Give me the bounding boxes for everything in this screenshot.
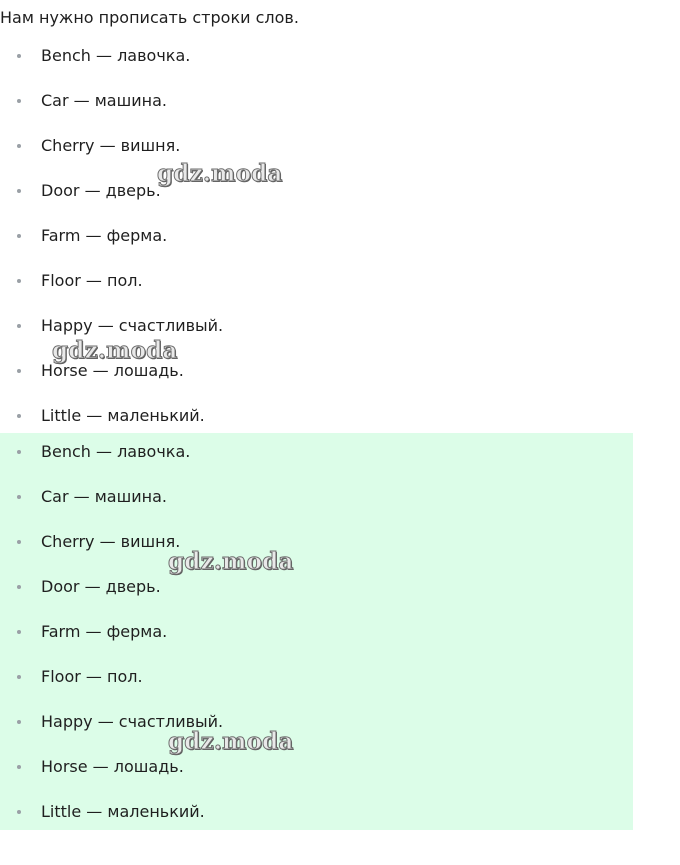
bullet-icon: [17, 630, 21, 634]
list-item-text: Horse — лошадь.: [41, 757, 184, 776]
list-item-text: Little — маленький.: [41, 802, 205, 821]
list-item-text: Door — дверь.: [41, 181, 161, 200]
list-item-text: Horse — лошадь.: [41, 361, 184, 380]
list-item: [0, 801, 633, 846]
list-item: [0, 621, 633, 666]
list-item-text: Bench — лавочка.: [41, 46, 191, 65]
list-item: [0, 711, 633, 756]
list-item-text: Floor — пол.: [41, 271, 143, 290]
list-item: [0, 441, 633, 486]
list-item: [0, 531, 633, 576]
bullet-icon: [17, 450, 21, 454]
bullet-icon: [17, 54, 21, 58]
list-item: [0, 90, 633, 135]
list-item: [0, 135, 633, 180]
list-item-text: Farm — ферма.: [41, 226, 168, 245]
list-item: [0, 270, 633, 315]
list-item-text: Happy — счастливый.: [41, 316, 224, 335]
bullet-icon: [17, 495, 21, 499]
bullet-icon: [17, 810, 21, 814]
list-item-text: Cherry — вишня.: [41, 136, 181, 155]
bullet-icon: [17, 279, 21, 283]
list-item: [0, 576, 633, 621]
list-item: [0, 45, 633, 90]
list-item-text: Cherry — вишня.: [41, 532, 181, 551]
list-item-text: Happy — счастливый.: [41, 712, 224, 731]
bullet-icon: [17, 720, 21, 724]
list-item: [0, 756, 633, 801]
list-item-text: Door — дверь.: [41, 577, 161, 596]
list-item-text: Little — маленький.: [41, 406, 205, 425]
list-item: [0, 180, 633, 225]
list-item-text: Car — машина.: [41, 91, 167, 110]
watermark: gdz.moda: [52, 337, 178, 364]
list-item: [0, 666, 633, 711]
bullet-icon: [17, 414, 21, 418]
list-item-text: Bench — лавочка.: [41, 442, 191, 461]
list-item-text: Farm — ферма.: [41, 622, 168, 641]
bullet-icon: [17, 540, 21, 544]
watermark: gdz.moda: [157, 160, 283, 187]
bullet-icon: [17, 765, 21, 769]
bullet-icon: [17, 675, 21, 679]
word-list-second: [0, 441, 633, 846]
list-item-text: Floor — пол.: [41, 667, 143, 686]
bullet-icon: [17, 585, 21, 589]
bullet-icon: [17, 99, 21, 103]
watermark: gdz.moda: [168, 728, 294, 755]
bullet-icon: [17, 189, 21, 193]
bullet-icon: [17, 324, 21, 328]
bullet-icon: [17, 144, 21, 148]
list-item: [0, 315, 633, 360]
list-item: [0, 225, 633, 270]
list-item: [0, 360, 633, 405]
bullet-icon: [17, 369, 21, 373]
bullet-icon: [17, 234, 21, 238]
list-item: [0, 486, 633, 531]
list-item-text: Car — машина.: [41, 487, 167, 506]
watermark: gdz.moda: [168, 548, 294, 575]
intro-text: Нам нужно прописать строки слов.: [0, 8, 299, 27]
word-list-first: [0, 45, 633, 450]
